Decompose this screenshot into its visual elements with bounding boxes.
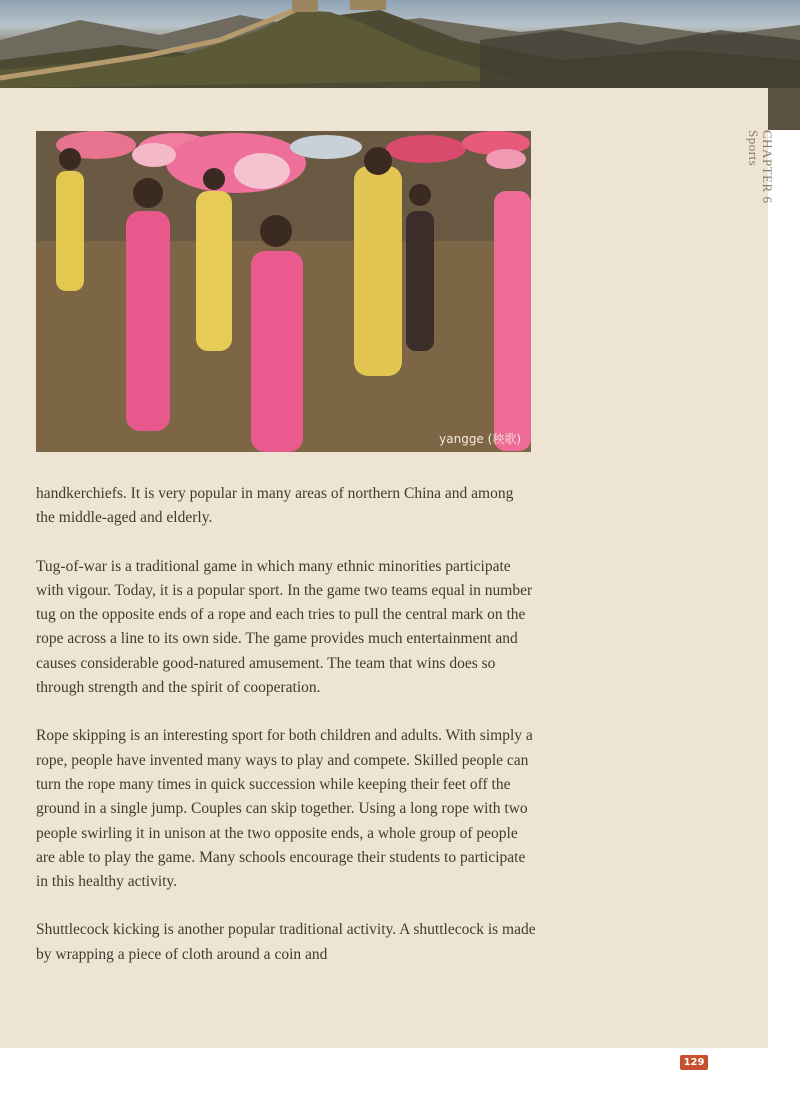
chapter-running-header: [746, 130, 774, 203]
page-number: 129: [680, 1055, 708, 1070]
paragraph-tug-of-war: Tug-of-war is a traditional game in which many ethnic minorities participate with vigour. Today, it is a popular sport. In the game two teams equal in number tug on the opposite ends of a rope and each tries to pull the central mark on the rope across a line to its own side. The game provides much entertainment and causes considerable good-natured amusement. The team that wins does so through strength and the spirit of cooperation.: [36, 557, 533, 697]
yangge-dance-photo: [36, 131, 531, 452]
body-text: [36, 482, 536, 991]
photo-caption: yangge (秧歌): [439, 432, 521, 446]
great-wall-banner-image: [0, 0, 800, 88]
paragraph-handkerchiefs: handkerchiefs. It is very popular in many areas of northern China and among the middle-aged and elderly.: [36, 485, 514, 527]
paragraph-rope-skipping: Rope skipping is an interesting sport for both children and adults. With simply a rope, people have invented many ways to play and compete. Skilled people can turn the rope many times in quick succession while keeping their feet off the ground in a single jump. Couples can skip together. Using a long rope with two people swirling it in unison at the two opposite ends, a whole group of people are able to play the game. Many schools encourage their students to participate in this healthy activity.: [36, 727, 533, 891]
chapter-number: CHAPTER 6: [760, 130, 775, 204]
paragraph-shuttlecock: Shuttlecock kicking is another popular traditional activity. A shuttlecock is made by wrapping a piece of cloth around a coin and: [36, 921, 536, 963]
banner-edge-strip: [768, 88, 800, 130]
chapter-title: Sports: [746, 130, 761, 167]
